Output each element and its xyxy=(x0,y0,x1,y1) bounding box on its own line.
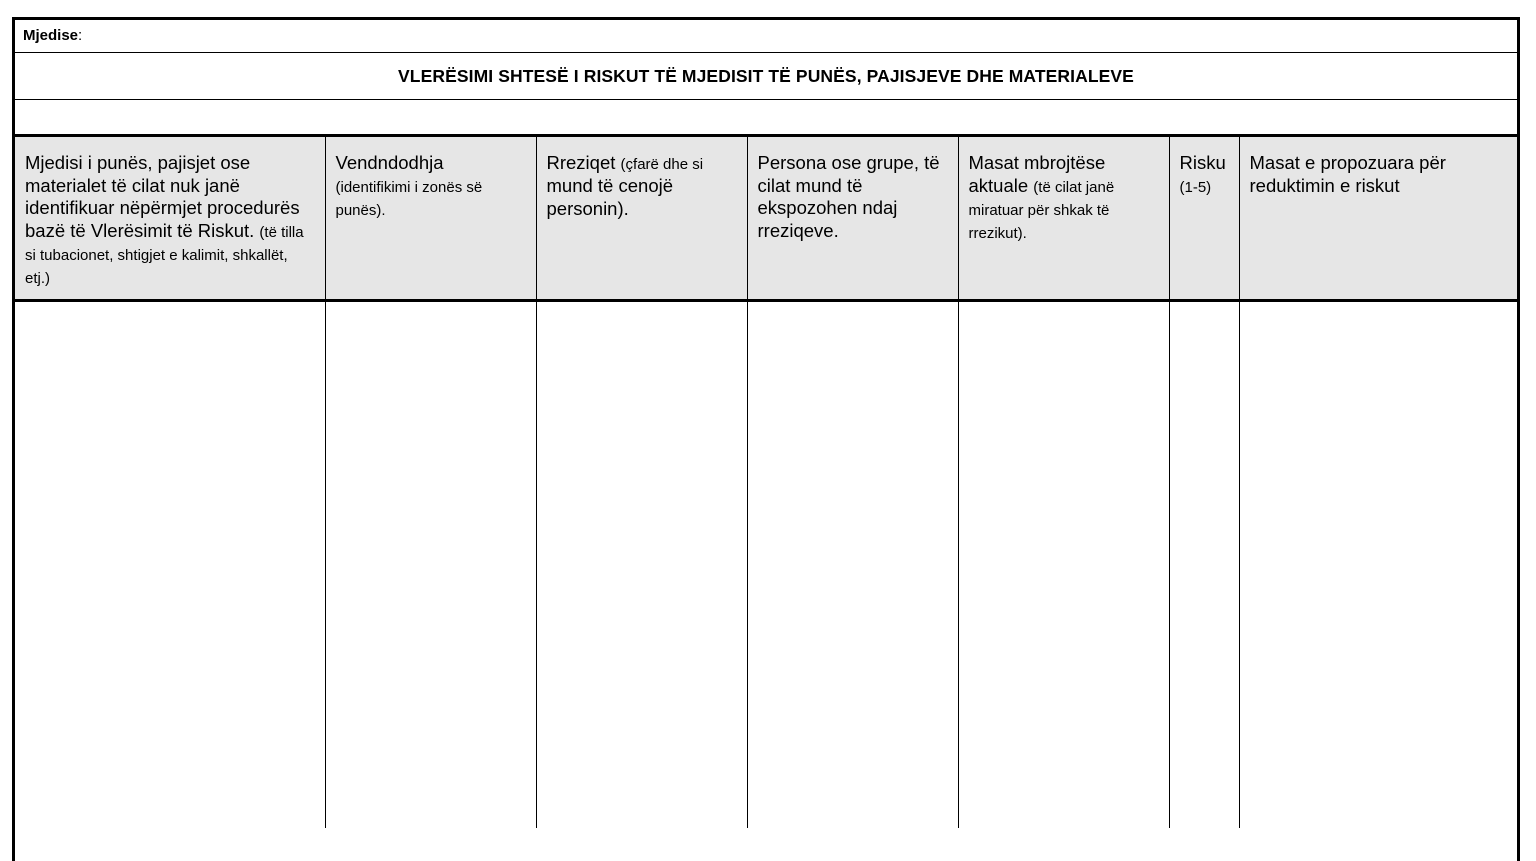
column-header-main: Masat e propozuara për reduktimin e riskut xyxy=(1249,152,1446,196)
column-header-main: Masat mbrojtëse aktuale xyxy=(968,152,1106,196)
column-header-main: Risku xyxy=(1179,152,1226,173)
column-header-note: (1-5) xyxy=(1179,178,1212,196)
mjedise-row[interactable] xyxy=(15,20,1517,53)
column-header-note: (identifikimi i zonës së punës). xyxy=(335,178,483,219)
table-cell-persons[interactable] xyxy=(747,300,958,828)
table-cell-current-measures[interactable] xyxy=(958,300,1169,828)
table-cell-hazards[interactable] xyxy=(536,300,747,828)
table-cell-environment[interactable] xyxy=(15,300,325,828)
column-header-main: Persona ose grupe, të cilat mund të ekspozohen ndaj rreziqeve. xyxy=(757,152,940,241)
column-header-hazards xyxy=(536,137,747,300)
column-header-note: (çfarë dhe si xyxy=(620,156,704,173)
column-header-note: (të cilat janë miratuar për shkak të rrezikut). xyxy=(968,178,1115,242)
column-header-main: Mjedisi i punës, pajisjet ose materialet të cilat nuk janë identifikuar nëpërmjet procedurës bazë të Vlerësimit të Riskut. xyxy=(25,152,300,241)
assessment-table xyxy=(15,137,1517,828)
column-header-current-measures xyxy=(958,137,1169,300)
column-header-environment xyxy=(15,137,325,300)
blank-row[interactable] xyxy=(15,100,1517,137)
column-header-location xyxy=(325,137,536,300)
column-header-note: (të tilla si tubacionet, shtigjet e kalimit, shkallët, etj.) xyxy=(25,223,304,287)
form-title: VLERËSIMI SHTESË I RISKUT TË MJEDISIT TË PUNËS, PAJISJEVE DHE MATERIALEVE xyxy=(15,53,1517,100)
table-cell-risk[interactable] xyxy=(1169,300,1239,828)
column-header-main: Rreziqet xyxy=(546,152,616,173)
table-cell-location[interactable] xyxy=(325,300,536,828)
table-cell-proposed-measures[interactable] xyxy=(1239,300,1517,828)
column-header-risk xyxy=(1169,137,1239,300)
table-row xyxy=(15,300,1517,828)
column-header-main: Vendndodhja xyxy=(335,152,444,173)
column-header-persons xyxy=(747,137,958,300)
column-header-proposed-measures xyxy=(1239,137,1517,300)
mjedise-colon: : xyxy=(78,27,83,44)
column-header-main-continued: mund të cenojë personin). xyxy=(546,175,674,219)
mjedise-label: Mjedise xyxy=(23,27,79,44)
header-row xyxy=(15,137,1517,300)
risk-assessment-form xyxy=(12,17,1520,861)
